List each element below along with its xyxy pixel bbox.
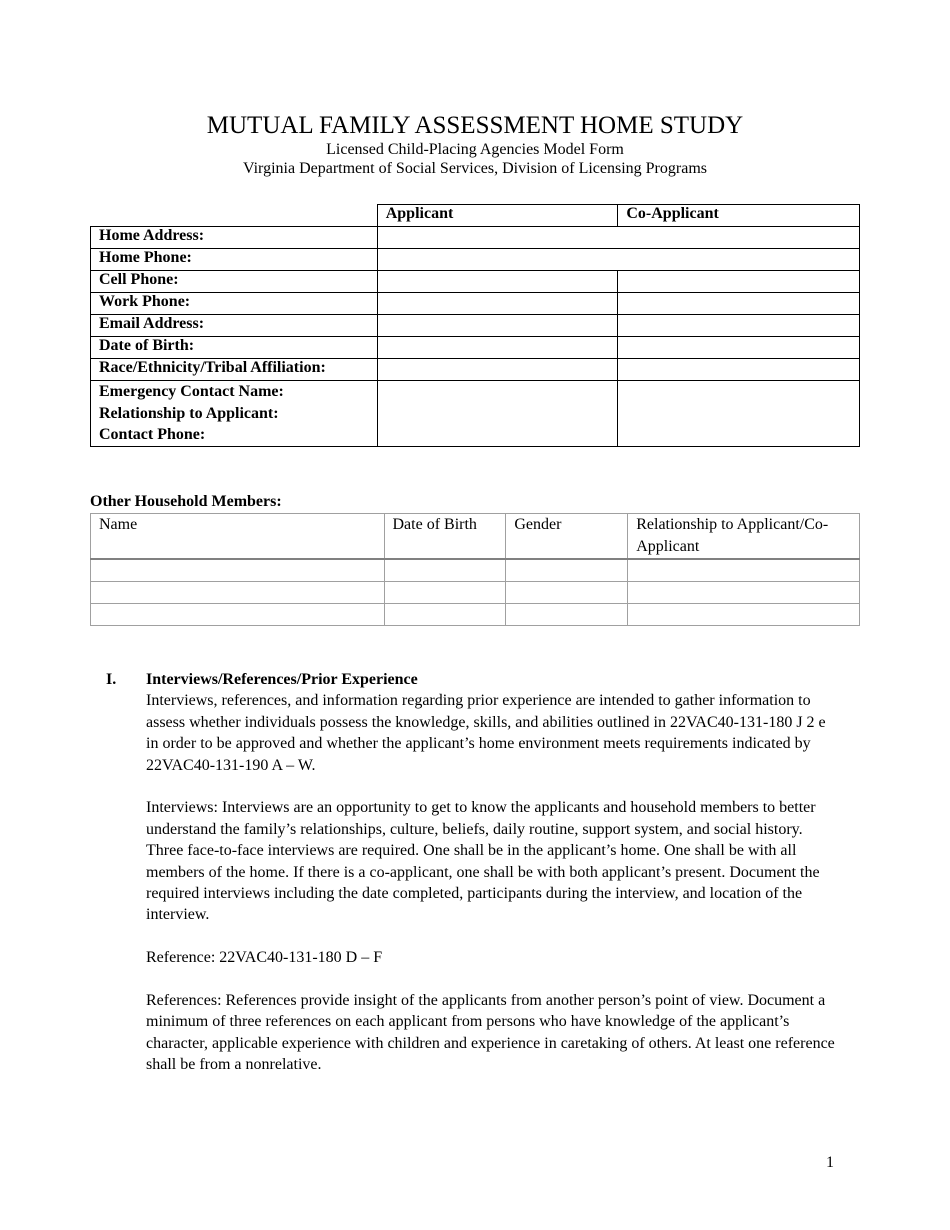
table-row [91,227,860,249]
section-intro-paragraph: Interviews, references, and information regarding prior experience are intended to gather information to assess whether individuals possess the knowledge, skills, and abilities outlined in 22VAC40-131-180 J 2 e in order to be approved and whether the applicant’s home environment meets requirements indicated by 22VAC40-131-190 A – W. [146,692,826,774]
column-relationship: Relationship to Applicant/Co-Applicant [628,514,860,560]
home-address-label: Home Address: [91,227,378,249]
home-phone-label: Home Phone: [91,249,378,271]
race-label: Race/Ethnicity/Tribal Affiliation: [91,359,378,381]
table-row [91,582,860,604]
member-relationship-field[interactable] [628,582,860,604]
cell-phone-applicant-field[interactable] [377,271,618,293]
table-row [91,359,860,381]
emergency-name-label: Emergency Contact Name: [99,383,284,400]
cell-phone-label: Cell Phone: [91,271,378,293]
member-gender-field[interactable] [506,582,628,604]
email-label: Email Address: [91,315,378,337]
member-dob-field[interactable] [384,559,506,582]
section-number: I. [106,671,117,688]
table-row [91,315,860,337]
table-header-row [91,205,860,227]
table-row [91,293,860,315]
member-name-field[interactable] [91,604,385,626]
column-coapplicant: Co-Applicant [618,205,860,227]
emergency-contact-labels [91,381,378,447]
emergency-phone-label: Contact Phone: [99,426,206,443]
column-dob: Date of Birth [384,514,506,560]
reference-paragraph: Reference: 22VAC40-131-180 D – F [146,949,383,967]
references-paragraph: References: References provide insight of the applicants from another person’s point of view. Document a minimum of three references on each applicant from persons who have knowledge of the applicant’s character, applicable experience with children and experience in caretaking of others. At least one reference shall be from a nonrelative. [146,992,835,1074]
column-name: Name [91,514,385,560]
work-phone-label: Work Phone: [91,293,378,315]
member-dob-field[interactable] [384,604,506,626]
applicant-info-table [90,204,860,447]
cell-phone-coapplicant-field[interactable] [618,271,860,293]
member-gender-field[interactable] [506,604,628,626]
column-gender: Gender [506,514,628,560]
household-members-table [90,513,860,626]
document-subtitle: Licensed Child-Placing Agencies Model Form [326,141,624,158]
email-coapplicant-field[interactable] [618,315,860,337]
table-row [91,337,860,359]
page-number: 1 [826,1154,834,1171]
emergency-applicant-field[interactable] [377,381,618,447]
document-header [0,112,950,178]
table-row [91,381,860,447]
dob-label: Date of Birth: [91,337,378,359]
dob-applicant-field[interactable] [377,337,618,359]
race-applicant-field[interactable] [377,359,618,381]
emergency-coapplicant-field[interactable] [618,381,860,447]
column-applicant: Applicant [377,205,618,227]
member-name-field[interactable] [91,559,385,582]
table-row [91,559,860,582]
home-phone-field[interactable] [377,249,859,271]
household-members-label: Other Household Members: [90,493,282,510]
interviews-paragraph: Interviews: Interviews are an opportunity to get to know the applicants and household members to better understand the family’s relationships, culture, beliefs, daily routine, support system, and social history. Three face-to-face interviews are required. One shall be in the applicant’s home. One shall be with all members of the home. If there is a co-applicant, one shall be with both applicant’s present. Document the required interviews including the date completed, participants during the interview, and location of the interview. [146,799,820,924]
race-coapplicant-field[interactable] [618,359,860,381]
table-row [91,271,860,293]
document-agency: Virginia Department of Social Services, Division of Licensing Programs [243,160,707,177]
member-gender-field[interactable] [506,559,628,582]
work-phone-coapplicant-field[interactable] [618,293,860,315]
section-heading: Interviews/References/Prior Experience [146,671,418,688]
email-applicant-field[interactable] [377,315,618,337]
table-row [91,604,860,626]
table-header-row [91,514,860,560]
member-relationship-field[interactable] [628,604,860,626]
table-row [91,249,860,271]
work-phone-applicant-field[interactable] [377,293,618,315]
document-title: MUTUAL FAMILY ASSESSMENT HOME STUDY [206,112,744,139]
dob-coapplicant-field[interactable] [618,337,860,359]
member-dob-field[interactable] [384,582,506,604]
home-address-field[interactable] [377,227,859,249]
emergency-relationship-label: Relationship to Applicant: [99,404,279,422]
member-name-field[interactable] [91,582,385,604]
section-body [146,669,836,1097]
member-relationship-field[interactable] [628,559,860,582]
